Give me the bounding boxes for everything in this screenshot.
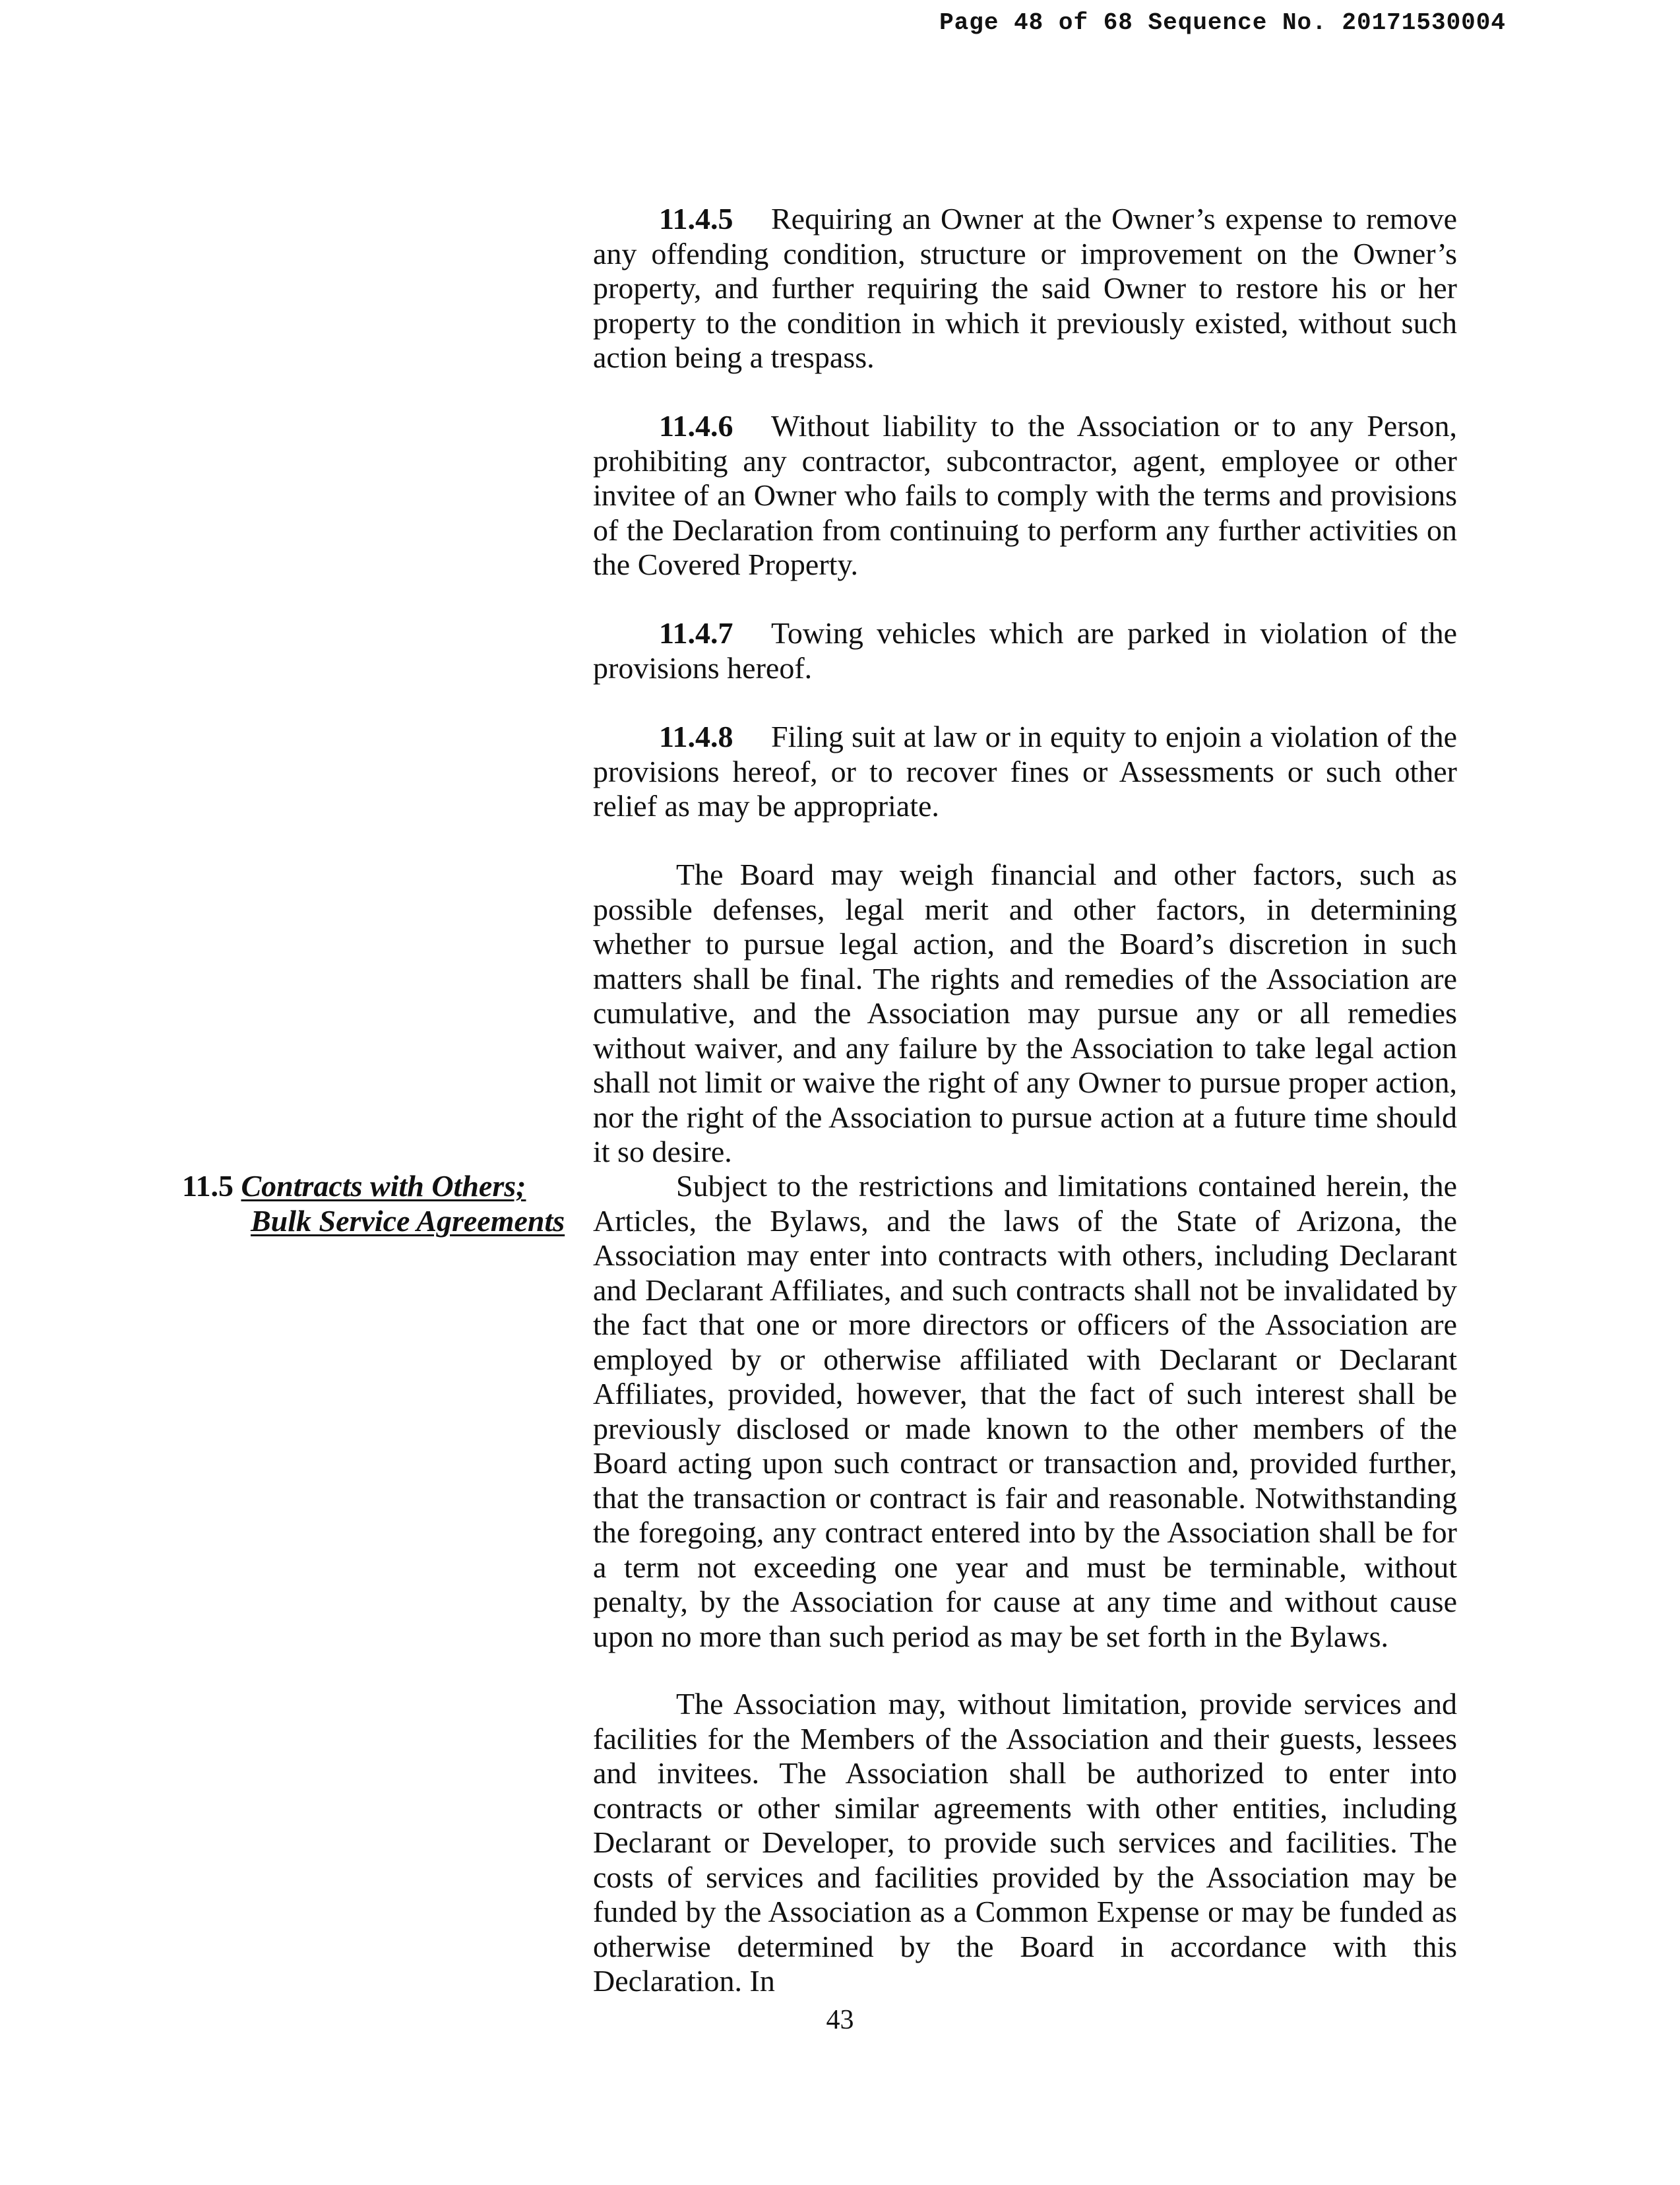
clause-number: 11.4.6 bbox=[659, 409, 733, 443]
clause-text: Requiring an Owner at the Owner’s expense to remove any offending condition, structure or improvement on the Owner’s property, and further requiring the said Owner to restore his or her property to the condition in which it previously existed, without such action being a trespass. bbox=[593, 202, 1457, 374]
section-heading-line-1 bbox=[182, 1169, 591, 1204]
board-discretion-paragraph: The Board may weigh financial and other factors, such as possible defenses, legal merit and other factors, in determining whether to pursue legal action, and the Board’s discretion in such matters shall be final. The rights and remedies of the Association are cumulative, and the Association may pursue any or all remedies without waiver, and any failure by the Association to take legal action shall not limit or waive the right of any Owner to pursue proper action, nor the right of the Association to pursue action at a future time should it so desire. bbox=[593, 858, 1457, 1168]
section-11-5-heading bbox=[182, 1169, 591, 1238]
section-number: 11.5 bbox=[182, 1169, 233, 1203]
paragraph-11-4-5 bbox=[593, 202, 1457, 375]
clause-text: Towing vehicles which are parked in violation of the provisions hereof. bbox=[593, 616, 1457, 685]
page-number: 43 bbox=[826, 2005, 854, 2035]
section-heading-line-2 bbox=[251, 1204, 591, 1239]
clause-text: Filing suit at law or in equity to enjoin a violation of the provisions hereof, or to recover fines or Assessments or such other relief as may be appropriate. bbox=[593, 720, 1457, 823]
clause-number: 11.4.7 bbox=[659, 616, 733, 650]
page-header: Page 48 of 68 Sequence No. 20171530004 bbox=[939, 9, 1506, 36]
clause-number: 11.4.5 bbox=[659, 202, 733, 236]
section-title-part-1: Contracts with Others; bbox=[241, 1169, 526, 1203]
paragraph-11-4-8 bbox=[593, 720, 1457, 824]
contracts-paragraph: Subject to the restrictions and limitations contained herein, the Articles, the Bylaws, and the laws of the State of Arizona, the Association may enter into contracts with others, including Declarant and Declarant Affiliates, and such contracts shall not be invalidated by the fact that one or more directors or officers of the Association are employed by or otherwise affiliated with Declarant or Declarant Affiliates, provided, however, that the fact of such interest shall be previously disclosed or made known to the other members of the Board acting upon such contract or transaction and, provided further, that the transaction or contract is fair and reasonable. Notwithstanding the foregoing, any contract entered into by the Association shall be for a term not exceeding one year and must be terminable, without penalty, by the Association for cause at any time and without cause upon no more than such period as may be set forth in the Bylaws. bbox=[593, 1169, 1457, 1653]
clause-text: Without liability to the Association or to any Person, prohibiting any contractor, subcontractor, agent, employee or other invitee of an Owner who fails to comply with the terms and provisions of the Declaration from continuing to perform any further activities on the Covered Property. bbox=[593, 409, 1457, 581]
section-title-part-2: Bulk Service Agreements bbox=[251, 1203, 565, 1238]
paragraph-11-4-6 bbox=[593, 409, 1457, 583]
clause-number: 11.4.8 bbox=[659, 720, 733, 753]
paragraph-11-4-7 bbox=[593, 616, 1457, 685]
services-paragraph: The Association may, without limitation, provide services and facilities for the Members of the Association and their guests, lessees and invitees. The Association shall be authorized to enter into contracts or other similar agreements with other entities, including Declarant or Developer, to provide such services and facilities. The costs of services and facilities provided by the Association may be funded by the Association as a Common Expense or may be funded as otherwise determined by the Board in accordance with this Declaration. In bbox=[593, 1687, 1457, 1998]
